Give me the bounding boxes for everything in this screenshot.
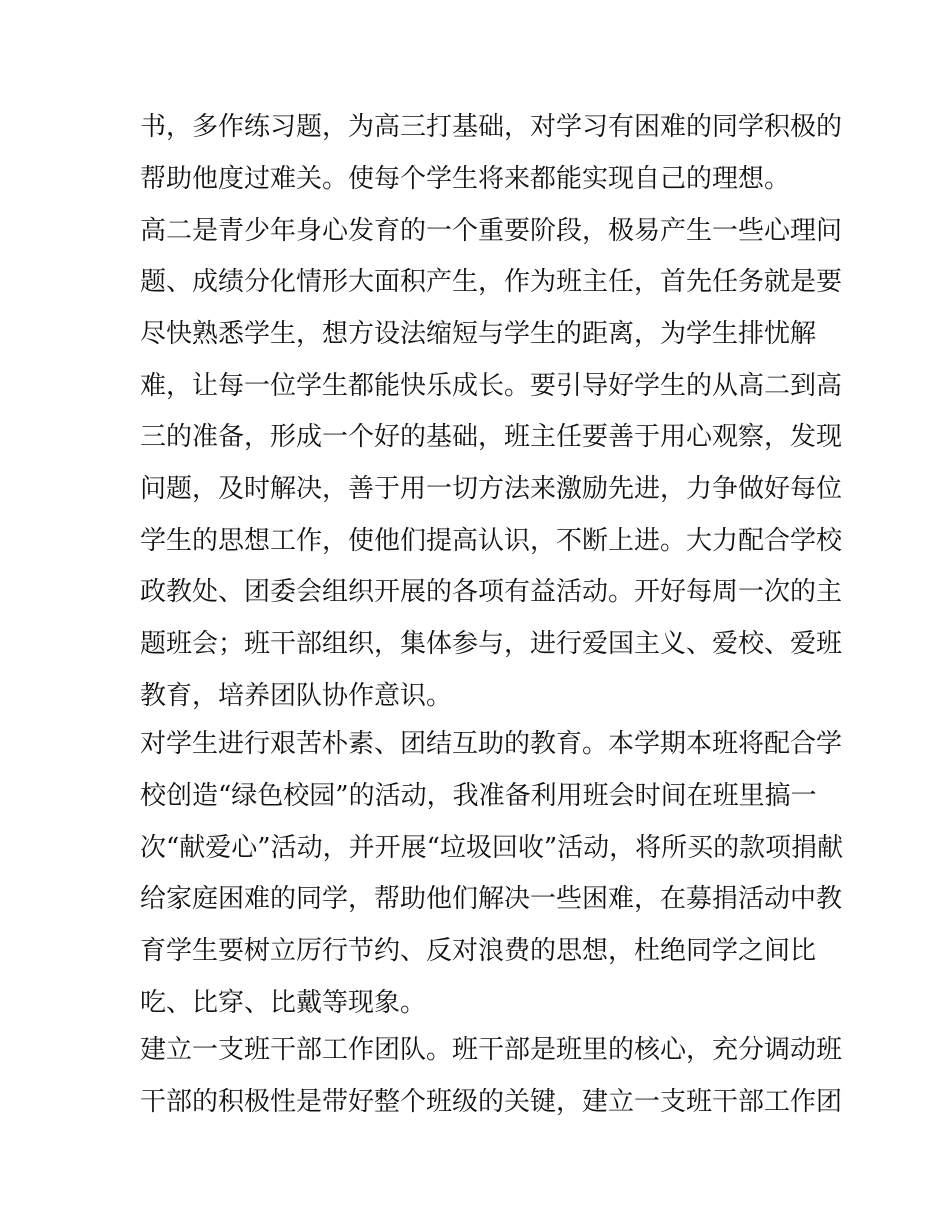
text-line: 帮助他度过难关。使每个学生将来都能实现自己的理想。 [140,164,791,194]
text-line: 题、成绩分化情形大面积产生，作为班主任，首先任务就是要 [140,267,843,297]
text-line: 育学生要树立厉行节约、反对浪费的思想，杜绝同学之间比 [140,936,817,966]
paragraph-start-line: 对学生进行艰苦朴素、团结互助的教育。本学期本班将配合学 [140,729,843,759]
text-line: 尽快熟悉学生，想方设法缩短与学生的距离，为学生排忧解 [140,319,817,349]
text-line: 难，让每一位学生都能快乐成长。要引导好学生的从高二到高 [140,371,843,401]
text-line: 吃、比穿、比戴等现象。 [140,988,427,1018]
paragraph-start-line: 建立一支班干部工作团队。班干部是班里的核心，充分调动班 [140,1035,843,1065]
text-line: 干部的积极性是带好整个班级的关键，建立一支班干部工作团 [140,1087,843,1117]
text-line: 学生的思想工作，使他们提高认识，不断上进。大力配合学校 [140,526,843,556]
text-line: 次“献爱心”活动，并开展“垃圾回收”活动，将所买的款项捐献 [140,833,844,863]
text-line: 书，多作练习题，为高三打基础，对学习有困难的同学积极的 [140,112,843,142]
text-line: 政教处、团委会组织开展的各项有益活动。开好每周一次的主 [140,577,843,607]
text-line: 给家庭困难的同学，帮助他们解决一些困难，在募捐活动中教 [140,884,843,914]
text-line: 校创造“绿色校园”的活动，我准备利用班会时间在班里搞一 [140,781,817,811]
text-line: 三的准备，形成一个好的基础，班主任要善于用心观察，发现 [140,422,843,452]
paragraph-start-line: 高二是青少年身心发育的一个重要阶段，极易产生一些心理问 [140,216,843,246]
text-line: 教育，培养团队协作意识。 [140,681,453,711]
text-line: 题班会；班干部组织，集体参与，进行爱国主义、爱校、爱班 [140,629,843,659]
text-line: 问题，及时解决，善于用一切方法来激励先进，力争做好每位 [140,474,843,504]
